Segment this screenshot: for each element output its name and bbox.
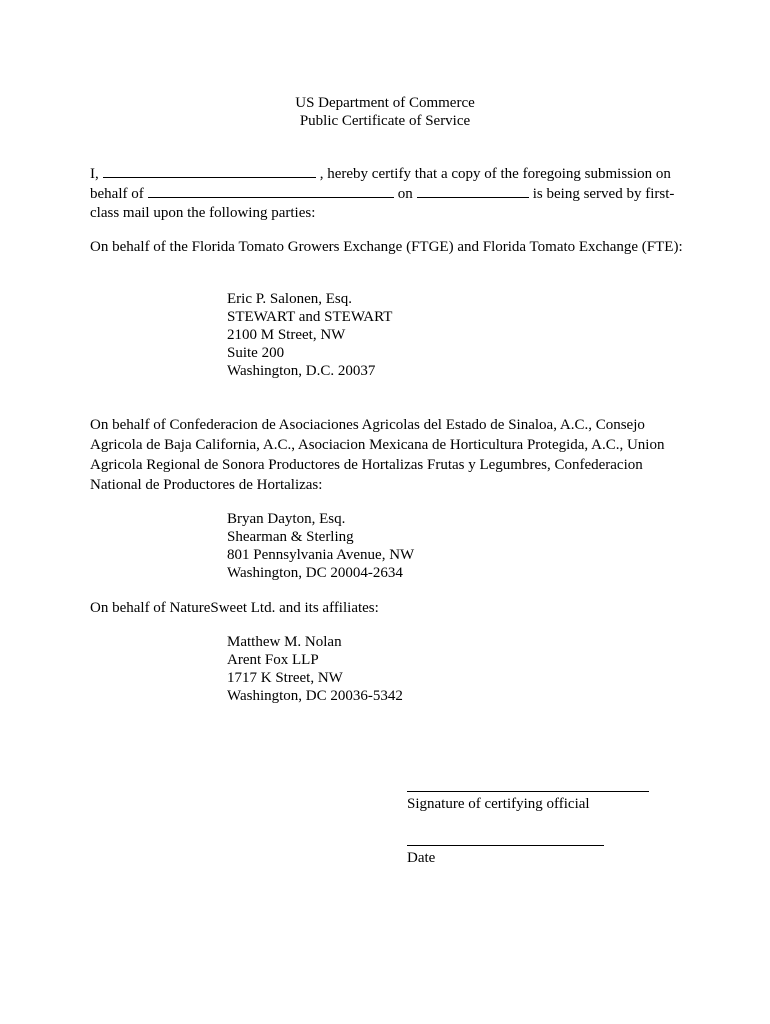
- signature-label: Signature of certifying official: [407, 796, 590, 812]
- address-line: 1717 K Street, NW: [227, 670, 343, 686]
- address-line: Washington, DC 20036-5342: [227, 688, 403, 704]
- behalf-prefix: behalf of: [90, 186, 144, 202]
- address-line: Washington, DC 20004-2634: [227, 565, 403, 581]
- party-1-behalf: On behalf of the Florida Tomato Growers Exchange (FTGE) and Florida Tomato Exchange (FTE):: [90, 239, 683, 255]
- address-line: 801 Pennsylvania Avenue, NW: [227, 547, 415, 563]
- address-line: 2100 M Street, NW: [227, 327, 346, 343]
- behalf-of-blank[interactable]: [148, 183, 394, 198]
- certification-line-3: class mail upon the following parties:: [90, 205, 316, 221]
- served-text: is being served by first-: [532, 186, 675, 202]
- address-line: Arent Fox LLP: [227, 652, 319, 668]
- certification-prefix: I,: [90, 166, 99, 182]
- certification-paragraph: [90, 163, 690, 223]
- service-date-blank[interactable]: [417, 183, 529, 198]
- party-1-address: [227, 290, 627, 380]
- certification-line-2: [90, 183, 690, 203]
- on-text: on: [397, 186, 413, 202]
- party-2-behalf: On behalf of Confederacion de Asociaciones Agricolas del Estado de Sinaloa, A.C., Consejo Agricola de Baja California, A.C., Asociacion Mexicana de Horticultura Protegida, A.C., Union Agricola Regional de Sonora Productores de Hortalizas Frutas y Legumbres, Confederacion National de Productores de Hortalizas:: [90, 417, 665, 493]
- address-line: STEWART and STEWART: [227, 309, 393, 325]
- address-line: Bryan Dayton, Esq.: [227, 511, 346, 527]
- certifier-name-blank[interactable]: [103, 163, 316, 178]
- address-line: Shearman & Sterling: [227, 529, 354, 545]
- address-line: Eric P. Salonen, Esq.: [227, 291, 352, 307]
- document-title: Public Certificate of Service: [299, 113, 471, 129]
- certification-text: , hereby certify that a copy of the foregoing submission on: [319, 166, 671, 182]
- certification-line-1: [90, 163, 690, 183]
- department-title: US Department of Commerce: [295, 95, 475, 111]
- party-2-address: [227, 510, 627, 582]
- address-line: Washington, D.C. 20037: [227, 363, 376, 379]
- address-line: Suite 200: [227, 345, 285, 361]
- party-3-address: [227, 633, 627, 705]
- address-line: Matthew M. Nolan: [227, 634, 342, 650]
- date-label: Date: [407, 850, 436, 866]
- signature-line[interactable]: [407, 791, 649, 792]
- party-3-behalf: On behalf of NatureSweet Ltd. and its affiliates:: [90, 600, 379, 616]
- date-line[interactable]: [407, 845, 604, 846]
